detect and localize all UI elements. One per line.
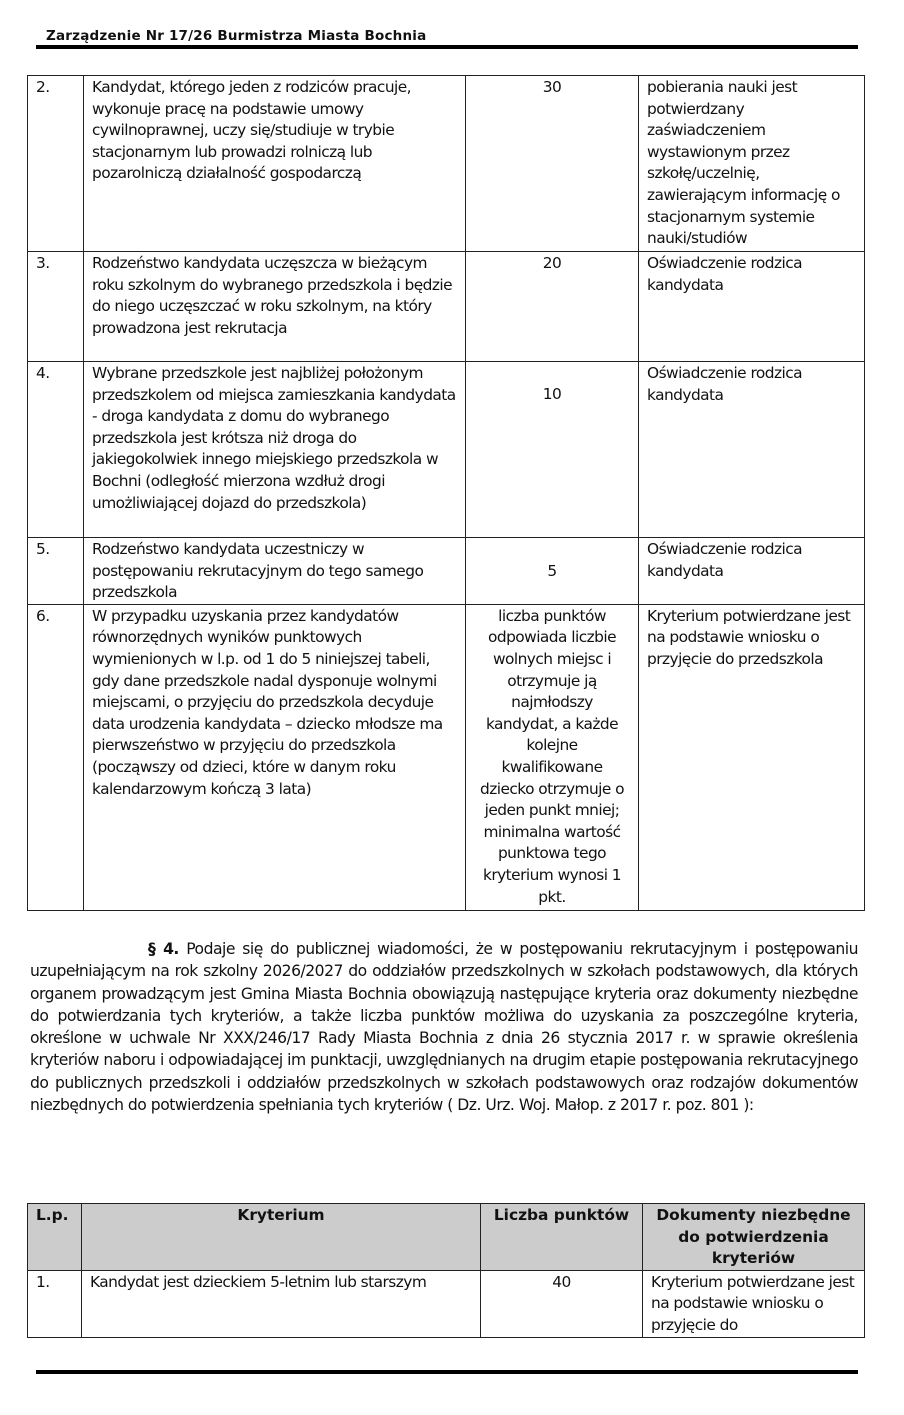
header-rule (36, 45, 858, 49)
row-kryterium: Wybrane przedszkole jest najbliżej położonym przedszkolem od miejsca zamieszkania kandydata - droga kandydata z domu do wybranego przedszkola jest krótsza niż droga do jakiegokolwiek innego miejskiego przedszkola w Bochni (odległość mierzona wzdłuż drogi umożliwiającej dojazd do przedszkola) (84, 362, 466, 538)
header-punkty: Liczba punktów (481, 1204, 643, 1271)
table-row (28, 252, 865, 362)
row-dokumenty: pobierania nauki jest potwierdzany zaświadczeniem wystawionym przez szkołę/uczelnię, zawierającym informację o stacjonarnym systemie nauki/studiów (639, 76, 865, 252)
criteria-table (27, 1203, 865, 1338)
row-kryterium: Kandydat jest dzieckiem 5-letnim lub starszym (82, 1270, 481, 1337)
footer-rule (36, 1370, 858, 1374)
row-dokumenty: Oświadczenie rodzica kandydata (639, 252, 865, 362)
row-punkty: 40 (481, 1270, 643, 1337)
row-dokumenty: Kryterium potwierdzane jest na podstawie wniosku o przyjęcie do (643, 1270, 865, 1337)
table-row (28, 1270, 865, 1337)
table-row (28, 604, 865, 910)
row-lp: 2. (28, 76, 84, 252)
row-lp: 6. (28, 604, 84, 910)
row-punkty: liczba punktów odpowiada liczbie wolnych miejsc i otrzymuje ją najmłodszy kandydat, a każde kolejne kwalifikowane dziecko otrzymuje o jeden punkt mniej; minimalna wartość punktowa tego kryterium wynosi 1 pkt. (466, 604, 639, 910)
section-text: Podaje się do publicznej wiadomości, że w postępowaniu rekrutacyjnym i postępowaniu uzupełniającym na rok szkolny 2026/2027 do oddziałów przedszkolnych w szkołach podstawowych, dla których organem prowadzącym jest Gmina Miasta Bochnia obowiązują następujące kryteria oraz dokumenty niezbędne do potwierdzania tych kryteriów, a także liczba punktów możliwa do uzyskania za poszczególne kryteria, określone w uchwale Nr XXX/246/17 Rady Miasta Bochnia z dnia 26 stycznia 2017 r. w sprawie określenia kryteriów naboru i odpowiadającej im punktacji, uwzględnianych na drugim etapie postępowania rekrutacyjnego do publicznych przedszkoli i oddziałów przedszkolnych w szkołach podstawowych oraz rodzajów dokumentów niezbędnych do potwierdzenia spełniania tych kryteriów ( Dz. Urz. Woj. Małop. z 2017 r. poz. 801 ): (30, 940, 858, 1115)
header-kryterium: Kryterium (82, 1204, 481, 1271)
row-punkty: 5 (466, 538, 639, 605)
table-row (28, 76, 865, 252)
row-kryterium: Kandydat, którego jeden z rodziców pracuje, wykonuje pracę na podstawie umowy cywilnoprawnej, uczy się/studiuje w trybie stacjonarnym lub prowadzi rolniczą lub pozarolniczą działalność gospodarczą (84, 76, 466, 252)
table-row (28, 538, 865, 605)
row-kryterium: W przypadku uzyskania przez kandydatów równorzędnych wyników punktowych wymienionych w l.p. od 1 do 5 niniejszej tabeli, gdy dane przedszkole nadal dysponuje wolnymi miejscami, o przyjęciu do przedszkola decyduje data urodzenia kandydata – dziecko młodsze ma pierwszeństwo w przyjęciu do przedszkola (począwszy od dzieci, które w danym roku kalendarzowym kończą 3 lata) (84, 604, 466, 910)
section-4-paragraph (30, 938, 858, 1116)
table-row (28, 362, 865, 538)
row-dokumenty: Kryterium potwierdzane jest na podstawie wniosku o przyjęcie do przedszkola (639, 604, 865, 910)
row-dokumenty: Oświadczenie rodzica kandydata (639, 538, 865, 605)
header-dokumenty: Dokumenty niezbędne do potwierdzenia kryteriów (643, 1204, 865, 1271)
row-lp: 5. (28, 538, 84, 605)
header-lp: L.p. (28, 1204, 82, 1271)
row-punkty: 30 (466, 76, 639, 252)
row-kryterium: Rodzeństwo kandydata uczęszcza w bieżącym roku szkolnym do wybranego przedszkola i będzie do niego uczęszczać w roku szkolnym, na który prowadzona jest rekrutacja (84, 252, 466, 362)
row-punkty: 20 (466, 252, 639, 362)
row-lp: 4. (28, 362, 84, 538)
table-header-row (28, 1204, 865, 1271)
row-dokumenty: Oświadczenie rodzica kandydata (639, 362, 865, 538)
row-lp: 3. (28, 252, 84, 362)
row-lp: 1. (28, 1270, 82, 1337)
criteria-table-continued (27, 75, 865, 911)
row-punkty: 10 (466, 362, 639, 538)
document-header-title: Zarządzenie Nr 17/26 Burmistrza Miasta Bochnia (46, 28, 427, 44)
row-kryterium: Rodzeństwo kandydata uczestniczy w postępowaniu rekrutacyjnym do tego samego przedszkola (84, 538, 466, 605)
section-number: § 4. (148, 940, 179, 958)
